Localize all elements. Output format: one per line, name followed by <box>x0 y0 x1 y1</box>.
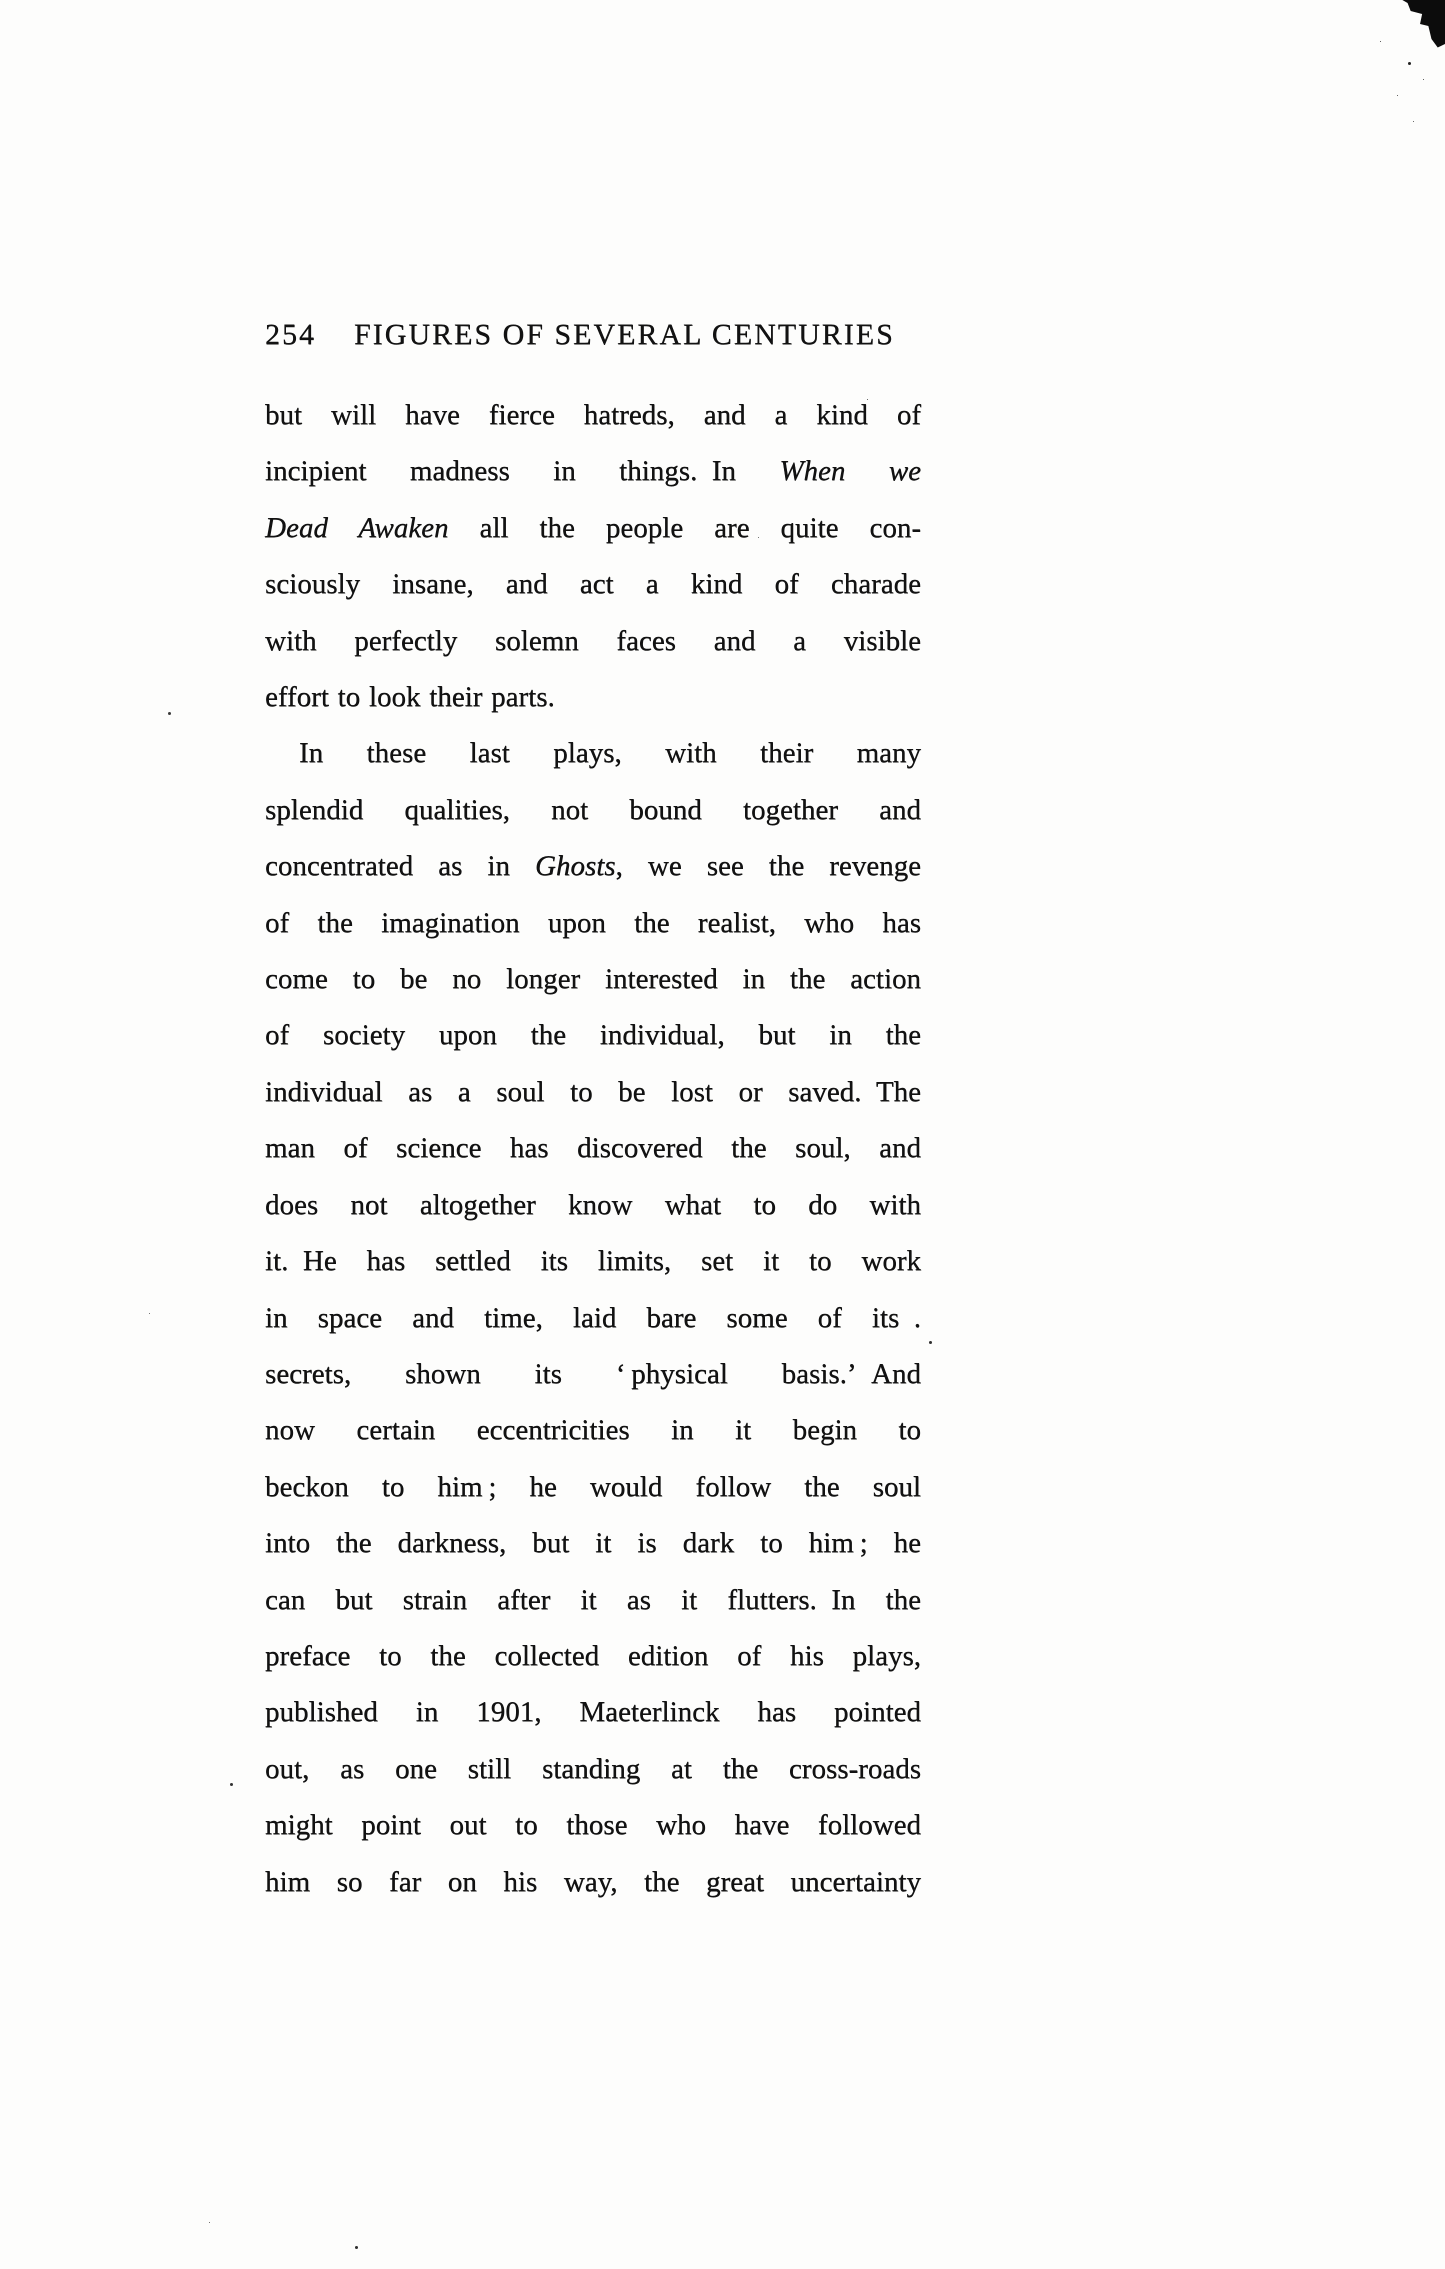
scan-artifact-corner <box>1393 0 1445 50</box>
running-title: FIGURES OF SEVERAL CENTURIES <box>354 318 895 351</box>
text-line: come to be no longer interested in the action <box>265 963 921 996</box>
text-line: In these last plays, with their many <box>299 737 921 770</box>
text-line: it. He has settled its limits, set it to work <box>265 1245 921 1278</box>
text-line: might point out to those who have followed <box>265 1809 921 1842</box>
text-line: individual as a soul to be lost or saved. The <box>265 1075 921 1108</box>
text-line: in space and time, laid bare some of its . <box>265 1301 921 1334</box>
text-line: effort to look their parts. <box>265 681 555 714</box>
text-line: published in 1901, Maeterlinck has pointed <box>265 1696 921 1729</box>
text-line: man of science has discovered the soul, and <box>265 1132 921 1165</box>
text-line: into the darkness, but it is dark to him ; he <box>265 1527 921 1560</box>
scan-specks <box>0 0 3 3</box>
page-header <box>265 315 921 355</box>
page-number: 254 <box>265 318 316 351</box>
text-line: sciously insane, and act a kind of charade <box>265 568 921 601</box>
text-line: out, as one still standing at the cross-roads <box>265 1752 921 1785</box>
page-text <box>265 387 921 1910</box>
text-column <box>265 315 921 1910</box>
text-line: can but strain after it as it flutters. In the <box>265 1583 921 1616</box>
text-line: now certain eccentricities in it begin to <box>265 1414 921 1447</box>
text-line: secrets, shown its ‘ physical basis.’ And <box>265 1357 921 1390</box>
text-line: of society upon the individual, but in the <box>265 1019 921 1052</box>
text-line: of the imagination upon the realist, who has <box>265 906 921 939</box>
text-line: preface to the collected edition of his plays, <box>265 1639 921 1672</box>
text-line: with perfectly solemn faces and a visible <box>265 624 921 657</box>
text-line: beckon to him ; he would follow the soul <box>265 1470 921 1503</box>
text-line: does not altogether know what to do with <box>265 1188 921 1221</box>
text-line: Dead Awaken all the people are quite con- <box>265 511 921 544</box>
text-line: concentrated as in Ghosts, we see the revenge <box>265 850 922 883</box>
text-line: but will have fierce hatreds, and a kind of <box>265 399 921 431</box>
text-line: him so far on his way, the great uncertainty <box>265 1865 921 1898</box>
text-line: incipient madness in things. In When we <box>265 455 921 488</box>
text-line: splendid qualities, not bound together and <box>265 793 921 826</box>
